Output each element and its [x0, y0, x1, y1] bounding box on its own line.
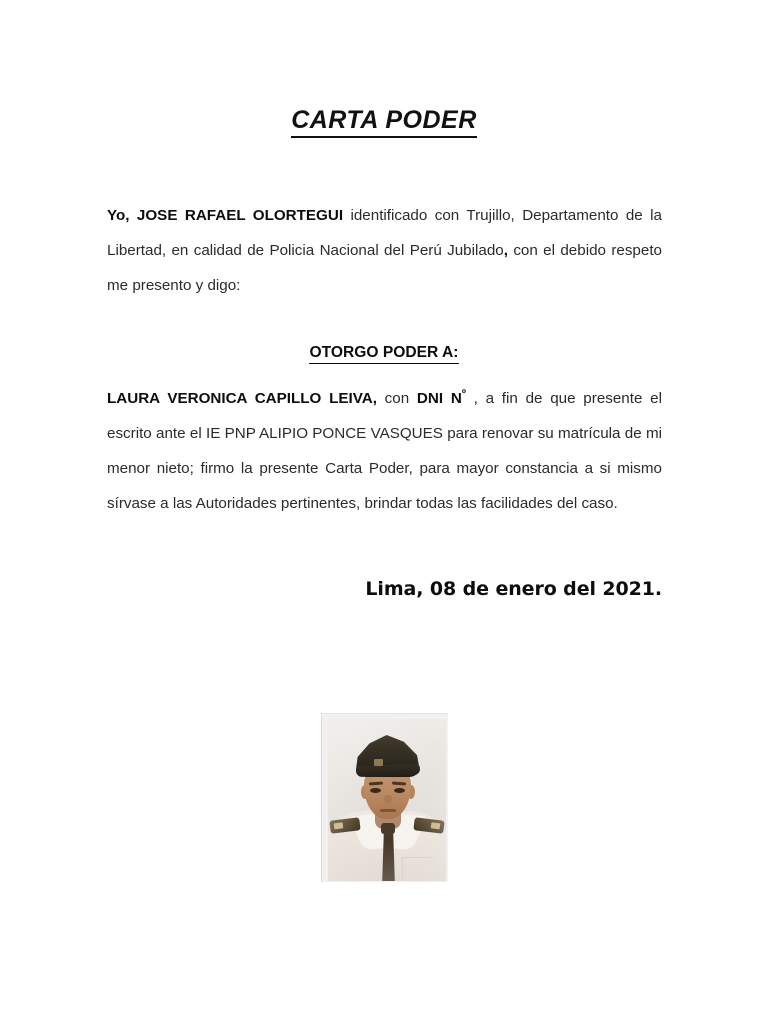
dni-label: DNI N — [416, 390, 462, 407]
declarant-closing: con el debido respeto me presento y digo: — [107, 242, 662, 294]
declarant-comma: , — [503, 242, 508, 259]
portrait-photo-image — [328, 719, 446, 881]
declarant-details: identificado con Trujillo, Departamento de la Libertad, en calidad de Policia Nacional del Perú Jubilado — [107, 207, 662, 259]
portrait-photo — [321, 713, 448, 882]
cap-insignia-icon — [374, 759, 383, 766]
paragraph-grantee — [107, 381, 662, 521]
paragraph-declarant — [107, 198, 662, 303]
garrison-cap-band — [356, 764, 420, 777]
grantee-name: LAURA VERONICA CAPILLO LEIVA, — [107, 390, 377, 407]
eye-right — [394, 788, 405, 793]
date-line: Lima, 08 de enero del 2021. — [365, 578, 662, 600]
grantee-purpose: , a fin de que presente el escrito ante el IE PNP ALIPIO PONCE VASQUES para renovar su matrícula de mi menor nieto; firmo la presente Carta Poder, para mayor constancia a si mismo sírvase a las Autoridades pertinentes, brindar todas las facilidades del caso. — [107, 390, 662, 512]
dni-superscript: º — [461, 387, 466, 400]
section-heading-otorgo-poder — [0, 344, 768, 362]
page-title — [0, 106, 768, 135]
section-heading-text: OTORGO PODER A: — [309, 344, 458, 364]
nose — [384, 795, 392, 804]
page-title-text: CARTA PODER — [291, 106, 477, 138]
eye-left — [370, 788, 381, 793]
grantee-con: con — [376, 390, 417, 407]
declarant-name: Yo, JOSE RAFAEL OLORTEGUI — [107, 207, 351, 224]
shirt-pocket — [402, 857, 433, 881]
tie — [382, 832, 395, 881]
mouth — [380, 809, 396, 812]
